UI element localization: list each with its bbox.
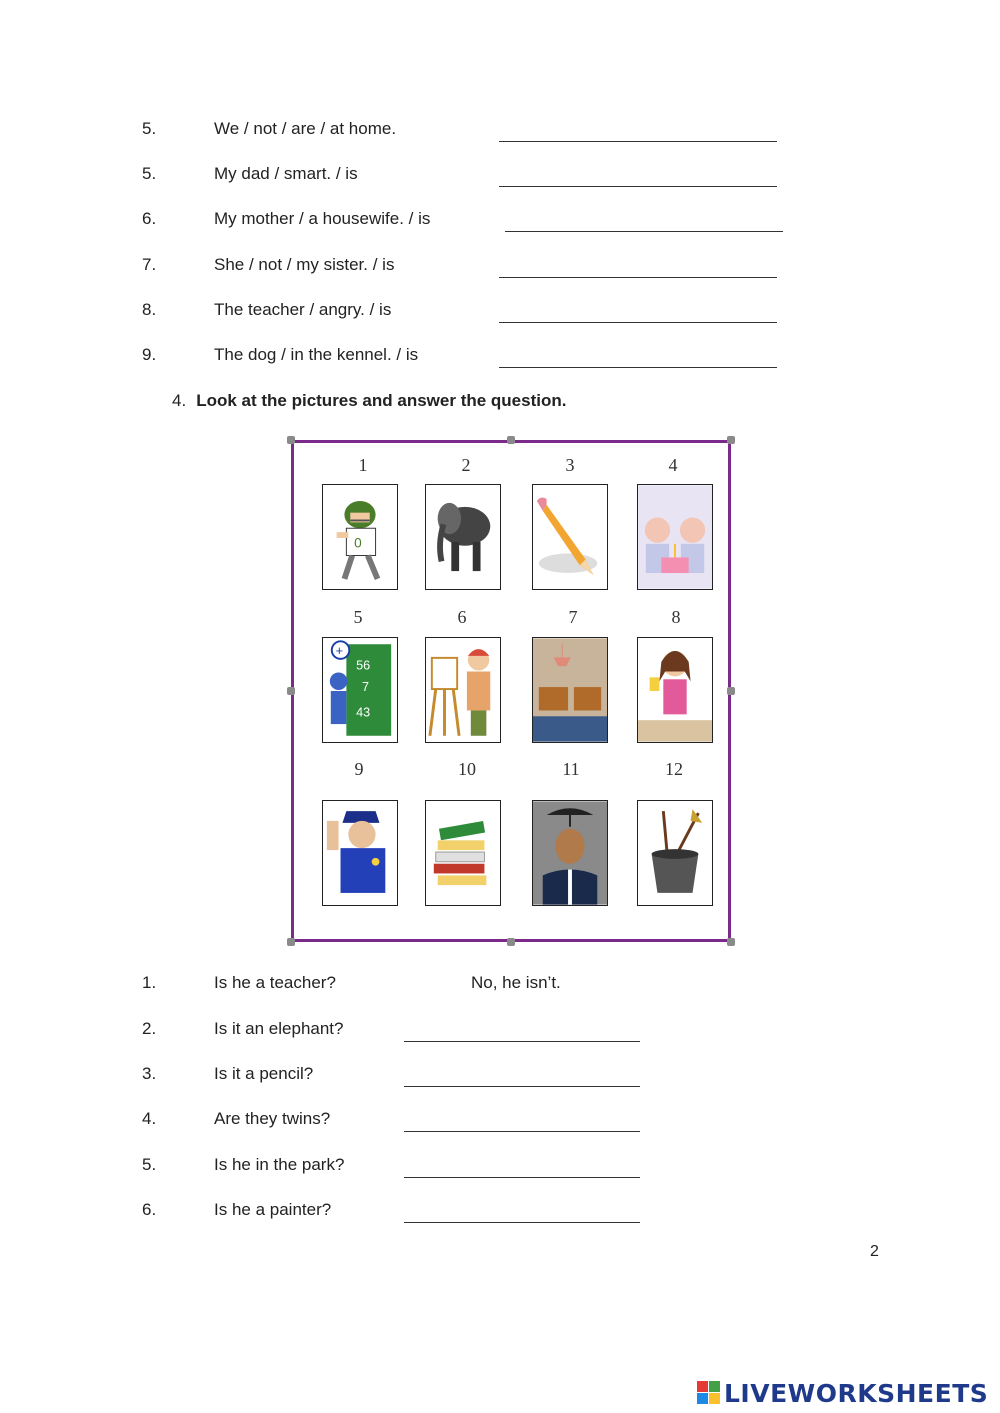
picture-label: 12 <box>665 759 683 779</box>
painter-icon <box>425 637 501 743</box>
exercise-instruction: Look at the pictures and answer the question. <box>196 391 567 410</box>
sentence-row <box>0 255 1000 281</box>
question-text: Is he a teacher? <box>214 973 336 992</box>
resize-handle[interactable] <box>727 687 735 695</box>
resize-handle[interactable] <box>507 436 515 444</box>
question-number: 6. <box>142 1200 157 1219</box>
answer-field[interactable] <box>505 209 783 232</box>
answer-field[interactable] <box>404 1200 640 1223</box>
elephant-icon <box>425 484 501 590</box>
police-officer-icon <box>322 800 398 906</box>
scrambled-sentence: The dog / in the kennel. / is <box>214 345 419 364</box>
resize-handle[interactable] <box>287 938 295 946</box>
picture-label: 6 <box>457 607 467 627</box>
question-text: Is it an elephant? <box>214 1019 344 1038</box>
scrambled-sentence: She / not / my sister. / is <box>214 255 395 274</box>
scrambled-sentence: My dad / smart. / is <box>214 164 358 183</box>
twins-birthday-icon <box>637 484 713 590</box>
sentence-row <box>0 345 1000 371</box>
answer-field[interactable] <box>404 1155 640 1178</box>
sentence-row <box>0 164 1000 190</box>
pencil-icon <box>532 484 608 590</box>
page-number: 2 <box>870 1243 879 1260</box>
question-row <box>0 1155 1000 1181</box>
svg-text:43: 43 <box>356 705 371 720</box>
sentence-row <box>0 209 1000 235</box>
witch-broom-icon <box>637 800 713 906</box>
housewife-icon <box>637 637 713 743</box>
answer-field[interactable] <box>404 1064 640 1087</box>
question-number: 5. <box>142 1155 157 1174</box>
item-number: 6. <box>142 209 157 228</box>
question-row <box>0 1019 1000 1045</box>
picture-label: 3 <box>565 455 575 475</box>
answer-field[interactable] <box>404 1109 640 1132</box>
liveworksheets-logo <box>697 1378 988 1408</box>
picture-label: 11 <box>562 759 580 779</box>
item-number: 9. <box>142 345 157 364</box>
item-number: 5. <box>142 119 157 138</box>
picture-grid-frame <box>291 440 731 942</box>
question-number: 1. <box>142 973 157 992</box>
sentence-row <box>0 300 1000 326</box>
picture-label: 10 <box>458 759 476 779</box>
question-row <box>0 1109 1000 1135</box>
logo-icon <box>697 1381 721 1405</box>
scrambled-sentence: The teacher / angry. / is <box>214 300 392 319</box>
picture-label: 5 <box>353 607 363 627</box>
svg-text:0: 0 <box>354 535 362 551</box>
question-text: Is it a pencil? <box>214 1064 314 1083</box>
question-number: 2. <box>142 1019 157 1038</box>
resize-handle[interactable] <box>727 938 735 946</box>
item-number: 5. <box>142 164 157 183</box>
picture-label: 4 <box>668 455 678 475</box>
question-text: Is he a painter? <box>214 1200 332 1219</box>
picture-label: 9 <box>354 759 364 779</box>
example-answer: No, he isn’t. <box>471 973 561 992</box>
question-number: 3. <box>142 1064 157 1083</box>
picture-label: 2 <box>461 455 471 475</box>
answer-field[interactable] <box>499 255 777 278</box>
svg-text:+: + <box>335 643 344 658</box>
question-text: Is he in the park? <box>214 1155 345 1174</box>
question-number: 4. <box>142 1109 157 1128</box>
businessman-icon <box>532 800 608 906</box>
scrambled-sentence: We / not / are / at home. <box>214 119 397 138</box>
item-number: 8. <box>142 300 157 319</box>
picture-label: 8 <box>671 607 681 627</box>
picture-label: 1 <box>358 455 368 475</box>
svg-text:56: 56 <box>356 658 371 673</box>
resize-handle[interactable] <box>507 938 515 946</box>
answer-field[interactable] <box>499 164 777 187</box>
scrambled-sentence: My mother / a housewife. / is <box>214 209 431 228</box>
football-player-icon <box>322 484 398 590</box>
question-row <box>0 1200 1000 1226</box>
exercise-number: 4. <box>172 391 187 410</box>
item-number: 7. <box>142 255 157 274</box>
sentence-row <box>0 119 1000 145</box>
resize-handle[interactable] <box>287 436 295 444</box>
answer-field[interactable] <box>499 345 777 368</box>
living-room-icon <box>532 637 608 743</box>
svg-text:7: 7 <box>361 679 369 694</box>
answer-field[interactable] <box>499 119 777 142</box>
question-row <box>0 973 1000 999</box>
math-teacher-icon <box>322 637 398 743</box>
picture-label: 7 <box>568 607 578 627</box>
resize-handle[interactable] <box>727 436 735 444</box>
resize-handle[interactable] <box>287 687 295 695</box>
books-icon <box>425 800 501 906</box>
question-text: Are they twins? <box>214 1109 331 1128</box>
answer-field[interactable] <box>404 1019 640 1042</box>
answer-field[interactable] <box>499 300 777 323</box>
question-row <box>0 1064 1000 1090</box>
brand-name: LIVEWORKSHEETS <box>724 1378 989 1408</box>
exercise-heading <box>172 391 566 411</box>
